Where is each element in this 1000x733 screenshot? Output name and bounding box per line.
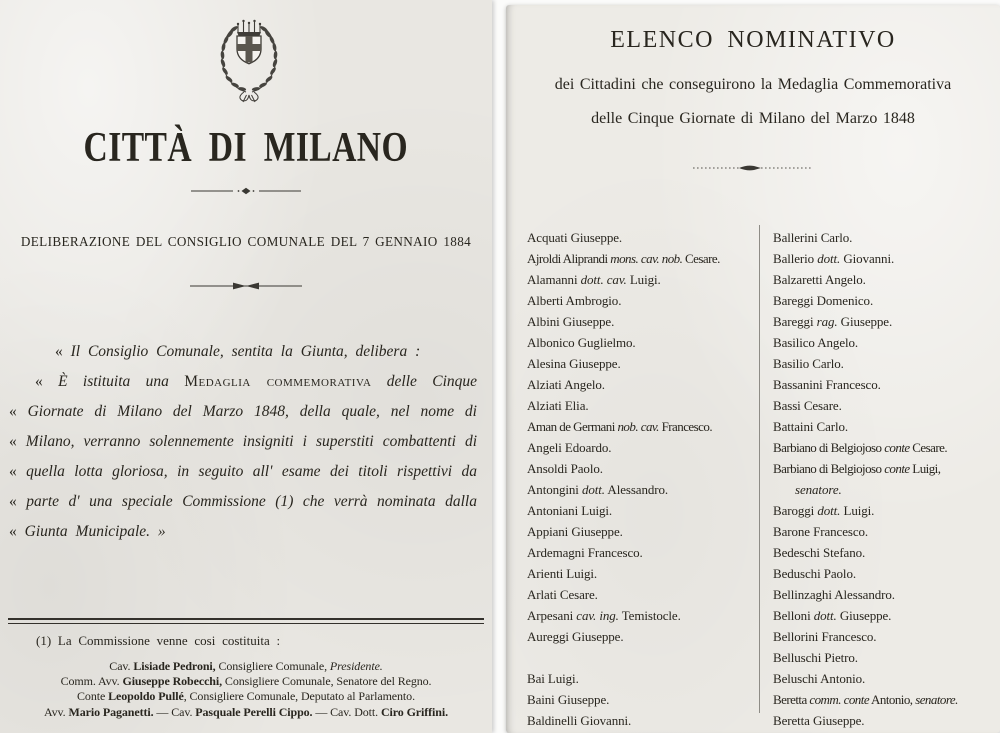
commission-line: Comm. Avv. Giuseppe Robecchi, Consigliere Comunale, Senatore del Regno. [60, 674, 432, 689]
name-entry: Albini Giuseppe. [527, 314, 615, 329]
name-entry: Belloni dott. Giuseppe. [773, 608, 892, 623]
milan-coat-of-arms-icon [211, 16, 287, 106]
name-entry: Ballerio dott. Giovanni. [773, 251, 895, 266]
decree-line: « Giornate di Milano del Marzo 1848, della quale, nel nome di [9, 403, 477, 420]
name-entry: Alamanni dott. cav. Luigi. [527, 272, 661, 287]
name-entry: Albonico Guglielmo. [527, 335, 636, 350]
list-gap [527, 647, 759, 668]
page-title-text: CITTÀ DI MILANO [83, 125, 409, 171]
name-entry: Arlati Cesare. [527, 587, 598, 602]
name-entry: Beretta comm. conte Antonio, senatore. [773, 692, 958, 707]
name-entry: Basilio Carlo. [773, 356, 844, 371]
deliberation-heading: DELIBERAZIONE DEL CONSIGLIO COMUNALE DEL 7 GENNAIO 1884 [20, 234, 472, 249]
decree-line: « È istituita una Medaglia commemorativa delle Cinque [35, 373, 478, 390]
names-column-right [760, 227, 994, 731]
decree-line: « Milano, verranno solennemente insigniti i superstiti combattenti di [9, 433, 477, 450]
name-entry: Appiani Giuseppe. [527, 524, 623, 539]
name-entry: Alziati Elia. [527, 398, 589, 413]
decree-paragraph [9, 337, 477, 547]
decree-line: « parte d' una speciale Commissione (1) che verrà nominata dalla [9, 493, 477, 510]
name-entry: Angeli Edoardo. [527, 440, 612, 455]
name-entry: Beluschi Antonio. [773, 671, 866, 686]
name-entry: Aureggi Giuseppe. [527, 629, 624, 644]
list-title: ELENCO NOMINATIVO [610, 27, 896, 53]
name-entry: Bellinzaghi Alessandro. [773, 587, 895, 602]
name-entry: Ballerini Carlo. [773, 230, 853, 245]
name-entry: Antoniani Luigi. [527, 503, 613, 518]
name-entry: Ansoldi Paolo. [527, 461, 603, 476]
name-entry: Bareggi rag. Giuseppe. [773, 314, 893, 329]
name-entry: Alziati Angelo. [527, 377, 605, 392]
name-entry: senatore. [795, 482, 842, 497]
double-arrow-ornament-icon [190, 281, 302, 291]
commission-line: Avv. Mario Paganetti. — Cav. Pasquale Perelli Cippo. — Cav. Dott. Ciro Griffini. [43, 704, 448, 719]
name-entry: Bareggi Domenico. [773, 293, 874, 308]
name-entry: Baini Giuseppe. [527, 692, 610, 707]
left-page [0, 0, 492, 733]
name-entry: Alberti Ambrogio. [527, 293, 622, 308]
dash-diamond-ornament-icon [191, 186, 301, 196]
name-entry: Bassi Cesare. [773, 398, 842, 413]
name-entry: Baldinelli Giovanni. [527, 713, 632, 728]
footnote-heading: (1) La Commissione venne cosi costituita : [36, 633, 281, 648]
name-entry: Bassanini Francesco. [773, 377, 881, 392]
name-entry: Acquati Giuseppe. [527, 230, 623, 245]
name-entry: Balzaretti Angelo. [773, 272, 866, 287]
name-entry: Barbiano di Belgiojoso conte Luigi, [773, 461, 941, 476]
decree-line: « Il Consiglio Comunale, sentita la Giunta, delibera : [55, 343, 421, 360]
name-entry: Bedeschi Stefano. [773, 545, 866, 560]
names-column-left [527, 227, 759, 731]
name-entry: Barone Francesco. [773, 524, 869, 539]
name-entry: Basilico Angelo. [773, 335, 859, 350]
commission-line: Conte Leopoldo Pullé, Consigliere Comunale, Deputato al Parlamento. [77, 689, 415, 704]
name-entry: Beduschi Paolo. [773, 566, 856, 581]
commission-list [0, 659, 492, 720]
name-entry: Alesina Giuseppe. [527, 356, 621, 371]
dotted-arrow-ornament-icon [693, 163, 813, 173]
decree-line: « quella lotta gloriosa, in seguito all' esame dei titoli rispettivi da [9, 463, 477, 480]
list-subtitle-line2: delle Cinque Giornate di Milano del Marzo 1848 [591, 110, 915, 127]
commission-line: Cav. Lisiade Pedroni, Consigliere Comunale, Presidente. [109, 659, 383, 673]
list-subtitle-line1: dei Cittadini che conseguirono la Medaglia Commemorativa [554, 76, 952, 93]
name-entry: Aman de Germani nob. cav. Francesco. [527, 419, 713, 434]
name-entry: Battaini Carlo. [773, 419, 849, 434]
name-entry: Baroggi dott. Luigi. [773, 503, 875, 518]
name-entry: Bai Luigi. [527, 671, 579, 686]
double-line-rule [8, 618, 484, 624]
name-entry: Barbiano di Belgiojoso conte Cesare. [773, 440, 948, 455]
names-columns [527, 227, 994, 731]
name-entry: Antongini dott. Alessandro. [527, 482, 669, 497]
name-entry: Arpesani cav. ing. Temistocle. [527, 608, 681, 623]
name-entry: Arienti Luigi. [527, 566, 598, 581]
right-page [506, 5, 1000, 733]
name-entry: Belluschi Pietro. [773, 650, 858, 665]
page-title [0, 124, 492, 172]
name-entry: Beretta Giuseppe. [773, 713, 865, 728]
name-entry: Ardemagni Francesco. [527, 545, 643, 560]
name-entry: Ajroldi Aliprandi mons. cav. nob. Cesare. [527, 251, 720, 266]
name-entry: Bellorini Francesco. [773, 629, 877, 644]
decree-line: « Giunta Municipale. » [9, 523, 166, 540]
